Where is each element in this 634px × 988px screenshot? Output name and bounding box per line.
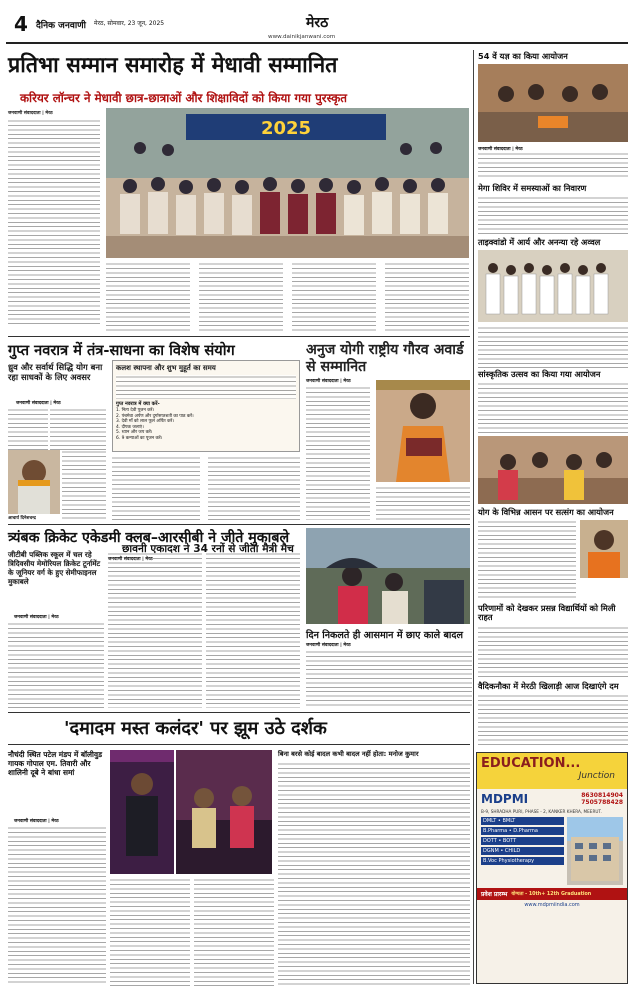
lead-text-columns-bottom	[106, 262, 469, 332]
yoga-headline: योग के विभिन्न आसन पर सत्संग का आयोजन	[478, 507, 614, 517]
yagya-photo	[478, 64, 628, 142]
website-link[interactable]: www.dainikjanwani.com	[268, 34, 336, 40]
vaidik-text	[478, 694, 628, 746]
qawwali-subheadline: नौचंदी स्थित पटेल मंडप में बॉलीवुड गायक गोपाल एम. तिवारी और शालिनी दूबे ने बांधा समां	[8, 750, 103, 778]
navratri-text-col3	[208, 456, 300, 520]
banner-year: 2025	[260, 118, 312, 139]
ad-course-1: DMLT • BMLT	[481, 817, 564, 825]
qawwali-byline: जनवाणी संवाददाता | मेरठ	[14, 819, 59, 824]
qawwali-text-col1	[8, 826, 106, 986]
result-text	[478, 626, 628, 678]
muhurat-list-item-6: 6. 9 कन्याओं का पूजन करें।	[116, 435, 163, 441]
ad-admission-label: प्रवेश प्रारम्भ	[481, 891, 508, 898]
ad-title: EDUCATION...	[481, 756, 581, 771]
result-headline: परिणामों को देखकर प्रसन्न विद्यार्थियों को मिली राहत	[478, 603, 616, 622]
taekwondo-photo	[478, 250, 628, 322]
cultural-text	[478, 382, 628, 434]
yagya-text	[478, 152, 628, 180]
dateline: मेरठ, सोमवार, 23 जून, 2025	[94, 20, 165, 27]
cricket-byline: जनवाणी संवाददाता | मेरठ	[14, 615, 59, 620]
ad-website[interactable]: www.mdpmiindia.com	[524, 902, 580, 908]
cricket-headline: त्र्यंबक क्रिकेट एकेडमी क्लब–आरसीबी ने जीते मुकाबले	[8, 530, 290, 546]
page-number: 4	[14, 12, 28, 36]
navratri-text-col1c	[50, 408, 106, 450]
yagya-headline: 54 वें यज्ञ का किया आयोजन	[478, 51, 568, 61]
qawwali-text-col3	[194, 878, 274, 986]
section-divider-1	[8, 336, 470, 337]
section-divider-3	[8, 712, 470, 713]
rain-byline: जनवाणी संवाददाता | मेरठ	[306, 643, 351, 648]
header-rule	[6, 42, 628, 44]
lead-text-column-1	[8, 110, 100, 332]
ad-subtitle: Junction	[578, 771, 615, 781]
chess-byline: जनवाणी संवाददाता | मेरठ	[108, 557, 153, 562]
qawwali-headline: 'दमादम मस्त कलंदर' पर झूम उठे दर्शक	[64, 718, 327, 739]
navratri-text-col1	[8, 408, 48, 450]
taekwondo-headline: ताइक्वांडो में आर्य और अनन्या रहे अव्वल	[478, 237, 601, 247]
qawwali-text-col4	[278, 762, 470, 986]
muhurat-list-item-3: 3. देवी माँ को लाल फूल अर्पित करें।	[116, 419, 174, 425]
masthead	[6, 6, 628, 46]
ad-course-3: DOTT • BOTT	[481, 837, 564, 845]
lead-byline: जनवाणी संवाददाता | मेरठ	[8, 111, 53, 116]
rain-photo	[306, 528, 470, 624]
lead-headline: प्रतिभा सम्मान समारोह में मेधावी सम्मानित	[8, 53, 338, 78]
city-name: मेरठ	[306, 15, 329, 31]
ad-banner	[477, 753, 627, 789]
qawwali-rule	[8, 744, 470, 745]
acharya-photo	[8, 450, 60, 514]
cricket-subheadline: जीटीबी पब्लिक स्कूल में चल रहे त्रिदिवसीय मेमोरियल क्रिकेट टूर्नामेंट के जूनियर वर्ग के हुए सेमीफाइनल मुकाबले	[8, 550, 101, 586]
anuj-headline: अनुज योगी राष्ट्रीय गौरव अवार्ड से सम्मानित	[306, 342, 464, 375]
acharya-photo-caption: आचार्य दिनेशचन्द्र	[8, 516, 36, 521]
section-divider-2	[8, 524, 470, 525]
ad-phone-1[interactable]: 8630814904	[581, 792, 623, 799]
stage-photo	[176, 750, 272, 874]
education-junction-ad[interactable]	[476, 752, 628, 984]
ad-phone-2[interactable]: 7505788428	[581, 799, 623, 806]
muhurat-list-item-1: 1. नित्य देवी पूजन करें।	[116, 408, 155, 413]
rain-headline: दिन निकलते ही आसमान में छाए काले बादल	[306, 630, 464, 641]
muhurat-list-item-4: 4. दीपक जलाएं।	[116, 424, 144, 430]
right-byline-1: जनवाणी संवाददाता | मेरठ	[478, 147, 523, 152]
navratri-headline: गुप्त नवरात्र में तंत्र-साधना का विशेष संयोग	[8, 342, 235, 359]
cricket-text-col1	[8, 622, 104, 708]
ad-course-4: DGNM • CHILD	[481, 847, 564, 855]
muhurat-box	[112, 360, 300, 452]
lead-group-photo	[106, 108, 469, 258]
muhurat-list-title: गुप्त नवरात्र में क्या करें-	[116, 401, 160, 407]
navratri-text-col2	[112, 456, 200, 520]
singer-photo	[110, 750, 174, 874]
navratri-text-col1b	[62, 450, 106, 520]
cultural-photo	[478, 436, 628, 504]
muhurat-list-item-5: 5. ध्यान और जप करें।	[116, 430, 153, 436]
anuj-byline: जनवाणी संवाददाता | मेरठ	[306, 379, 351, 384]
navratri-subheadline: ध्रुव और सर्वार्थ सिद्धि योग बना रहा साधकों के लिए अवसर	[8, 362, 103, 382]
anuj-text-col2	[376, 486, 470, 520]
ad-qualification: योग्यता - 10th+ 12th Graduation	[511, 892, 592, 897]
chess-headline: छावनी एकादश ने 34 रनों से जीता मैत्री मैच	[122, 543, 294, 555]
cultural-headline: सांस्कृतिक उत्सव का किया गया आयोजन	[478, 369, 601, 379]
right-column-rule	[473, 50, 474, 984]
manoj-subheadline: बिना बरसे कोई बादल कभी बादल नहीं होता: मनोज कुमार	[278, 750, 419, 758]
anuj-award-photo	[376, 380, 470, 482]
anuj-text-col1	[306, 386, 370, 520]
paper-name: दैनिक जनवाणी	[36, 21, 86, 31]
rain-text	[306, 650, 472, 708]
navratri-byline: जनवाणी संवाददाता | मेरठ	[16, 401, 61, 406]
ad-college-logo: MDPMI	[481, 792, 529, 806]
cricket-text-col2	[108, 552, 202, 708]
camp-headline: मेगा शिविर में समस्याओं का निवारण	[478, 183, 587, 193]
muhurat-box-title: कलश स्थापना और शुभ मुहूर्त का समय	[116, 364, 216, 372]
ad-course-2: B.Pharma • D.Pharma	[481, 827, 564, 835]
camp-text	[478, 196, 628, 234]
lead-group-photo-image	[106, 108, 469, 258]
vaidik-headline: वैदिकनौका में मेरठी खिलाड़ी आज दिखाएंगे दम	[478, 681, 619, 691]
qawwali-text-col2	[110, 878, 190, 986]
ad-course-5: B.Voc Physiotherapy	[481, 857, 564, 865]
ad-address: B-9, SHRADHA PURI, PHASE - 2, KANKER KHERA, MEERUT.	[481, 809, 602, 814]
taekwondo-text	[478, 326, 628, 368]
muhurat-list-item-2: 2. पंचमेवा अर्पण और दुर्गासप्तशती का पाठ करें।	[116, 413, 194, 419]
ad-building-photo	[567, 817, 623, 885]
lead-subheadline: करियर लॉन्चर ने मेधावी छात्र-छात्राओं और शिक्षाविदों को किया गया पुरस्कृत	[20, 91, 347, 105]
yoga-photo	[580, 520, 628, 578]
cricket-text-col3	[206, 552, 300, 708]
yoga-text	[478, 520, 576, 600]
